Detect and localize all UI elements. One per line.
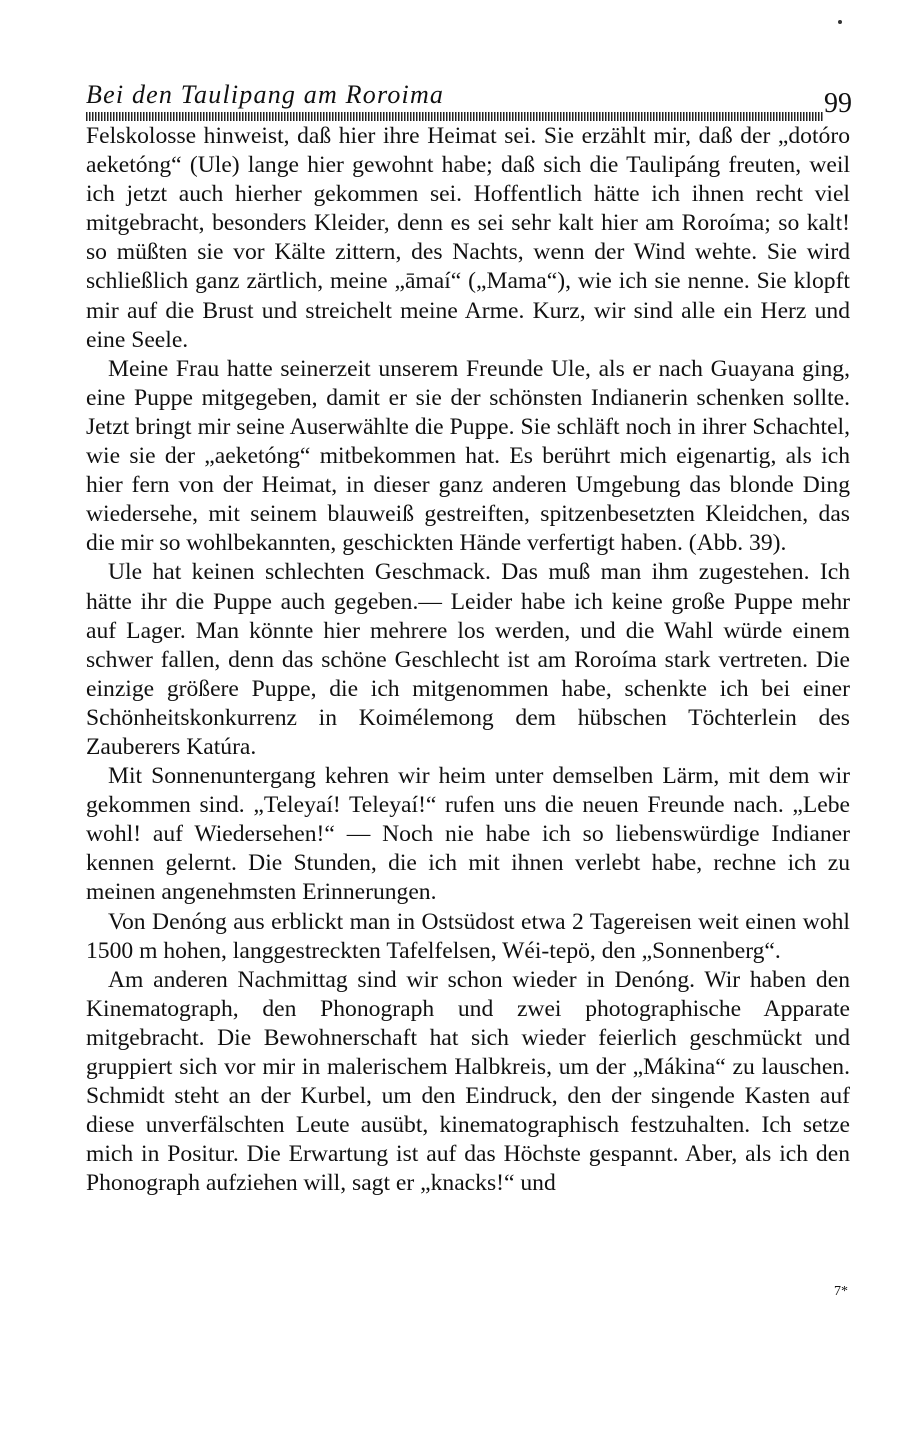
signature-mark: 7* <box>834 1284 848 1299</box>
running-title: Bei den Taulipang am Roroima <box>86 80 445 109</box>
paragraph-6: Am anderen Nachmittag sind wir schon wieder in Denóng. Wir haben den Kinematograph, den Phonograph und zwei photographische Apparate mitgebracht. Die Bewohnerschaft hat sich wieder feierlich geschmückt und gruppiert sich vor mir in malerischem Halbkreis, um der „Mákina“ zu lauschen. Schmidt steht an der Kurbel, um den Eindruck, den der singende Kasten auf diese unverfälschten Leute ausübt, kinematographisch festzuhalten. Ich setze mich in Positur. Die Erwartung ist auf das Höchste gespannt. Aber, als ich den Phonograph aufziehen will, sagt er „knacks!“ und <box>86 966 850 1197</box>
header-rule <box>86 112 824 121</box>
paragraph-5: Von Denóng aus erblickt man in Ostsüdost etwa 2 Tagereisen weit einen wohl 1500 m hohen, langgestreckten Tafelfelsen, Wéi-tepö, den „Sonnenberg“. <box>86 908 850 964</box>
page-number: 99 <box>824 88 852 119</box>
running-header <box>86 80 852 128</box>
body-text <box>86 122 850 1198</box>
ink-dot <box>838 20 842 24</box>
paragraph-2: Meine Frau hatte seinerzeit unserem Freunde Ule, als er nach Guayana ging, eine Puppe mitgegeben, damit er sie der schönsten Indianerin schenken sollte. Jetzt bringt mir seine Auserwählte die Puppe. Sie schläft noch in ihrer Schachtel, wie sie der „aeketóng“ mitbekommen hat. Es berührt mich eigenartig, als ich hier fern von der Heimat, in dieser ganz anderen Umgebung das blonde Ding wiedersehe, mit seinem blauweiß gestreiften, spitzenbesetzten Kleidchen, das die mir so wohlbekannten, geschickten Hände verfertigt haben. (Abb. 39). <box>86 355 850 557</box>
paragraph-1: Felskolosse hinweist, daß hier ihre Heimat sei. Sie erzählt mir, daß der „dotóro aeketóng“ (Ule) lange hier gewohnt habe; daß sich die Taulipáng freuten, weil ich jetzt auch hierher gekommen sei. Hoffentlich hätte ich ihnen recht viel mitgebracht, besonders Kleider, denn es sei sehr kalt hier am Roroíma; so kalt! so müßten sie vor Kälte zittern, des Nachts, wenn der Wind wehte. Sie wird schließlich ganz zärtlich, meine „āmaí“ („Mama“), wie ich sie nenne. Sie klopft mir auf die Brust und streichelt meine Arme. Kurz, wir sind alle ein Herz und eine Seele. <box>86 123 850 353</box>
paragraph-3: Ule hat keinen schlechten Geschmack. Das muß man ihm zugestehen. Ich hätte ihr die Puppe auch gegeben.— Leider habe ich keine große Puppe mehr auf Lager. Man könnte hier mehrere los werden, und die Wahl würde einem schwer fallen, denn das schöne Geschlecht ist am Roroíma stark vertreten. Die einzige größere Puppe, die ich mitgenommen habe, schenkte ich bei einer Schönheitskonkurrenz in Koimélemong dem hübschen Töchterlein des Zauberers Katúra. <box>86 559 850 760</box>
paragraph-4: Mit Sonnenuntergang kehren wir heim unter demselben Lärm, mit dem wir gekommen sind. „Teleyaí! Teleyaí!“ rufen uns die neuen Freunde nach. „Lebe wohl! auf Wiedersehen!“ — Noch nie habe ich so liebenswürdige Indianer kennen gelernt. Die Stunden, die ich mit ihnen verlebt habe, rechne ich zu meinen angenehmsten Erinnerungen. <box>86 763 850 906</box>
